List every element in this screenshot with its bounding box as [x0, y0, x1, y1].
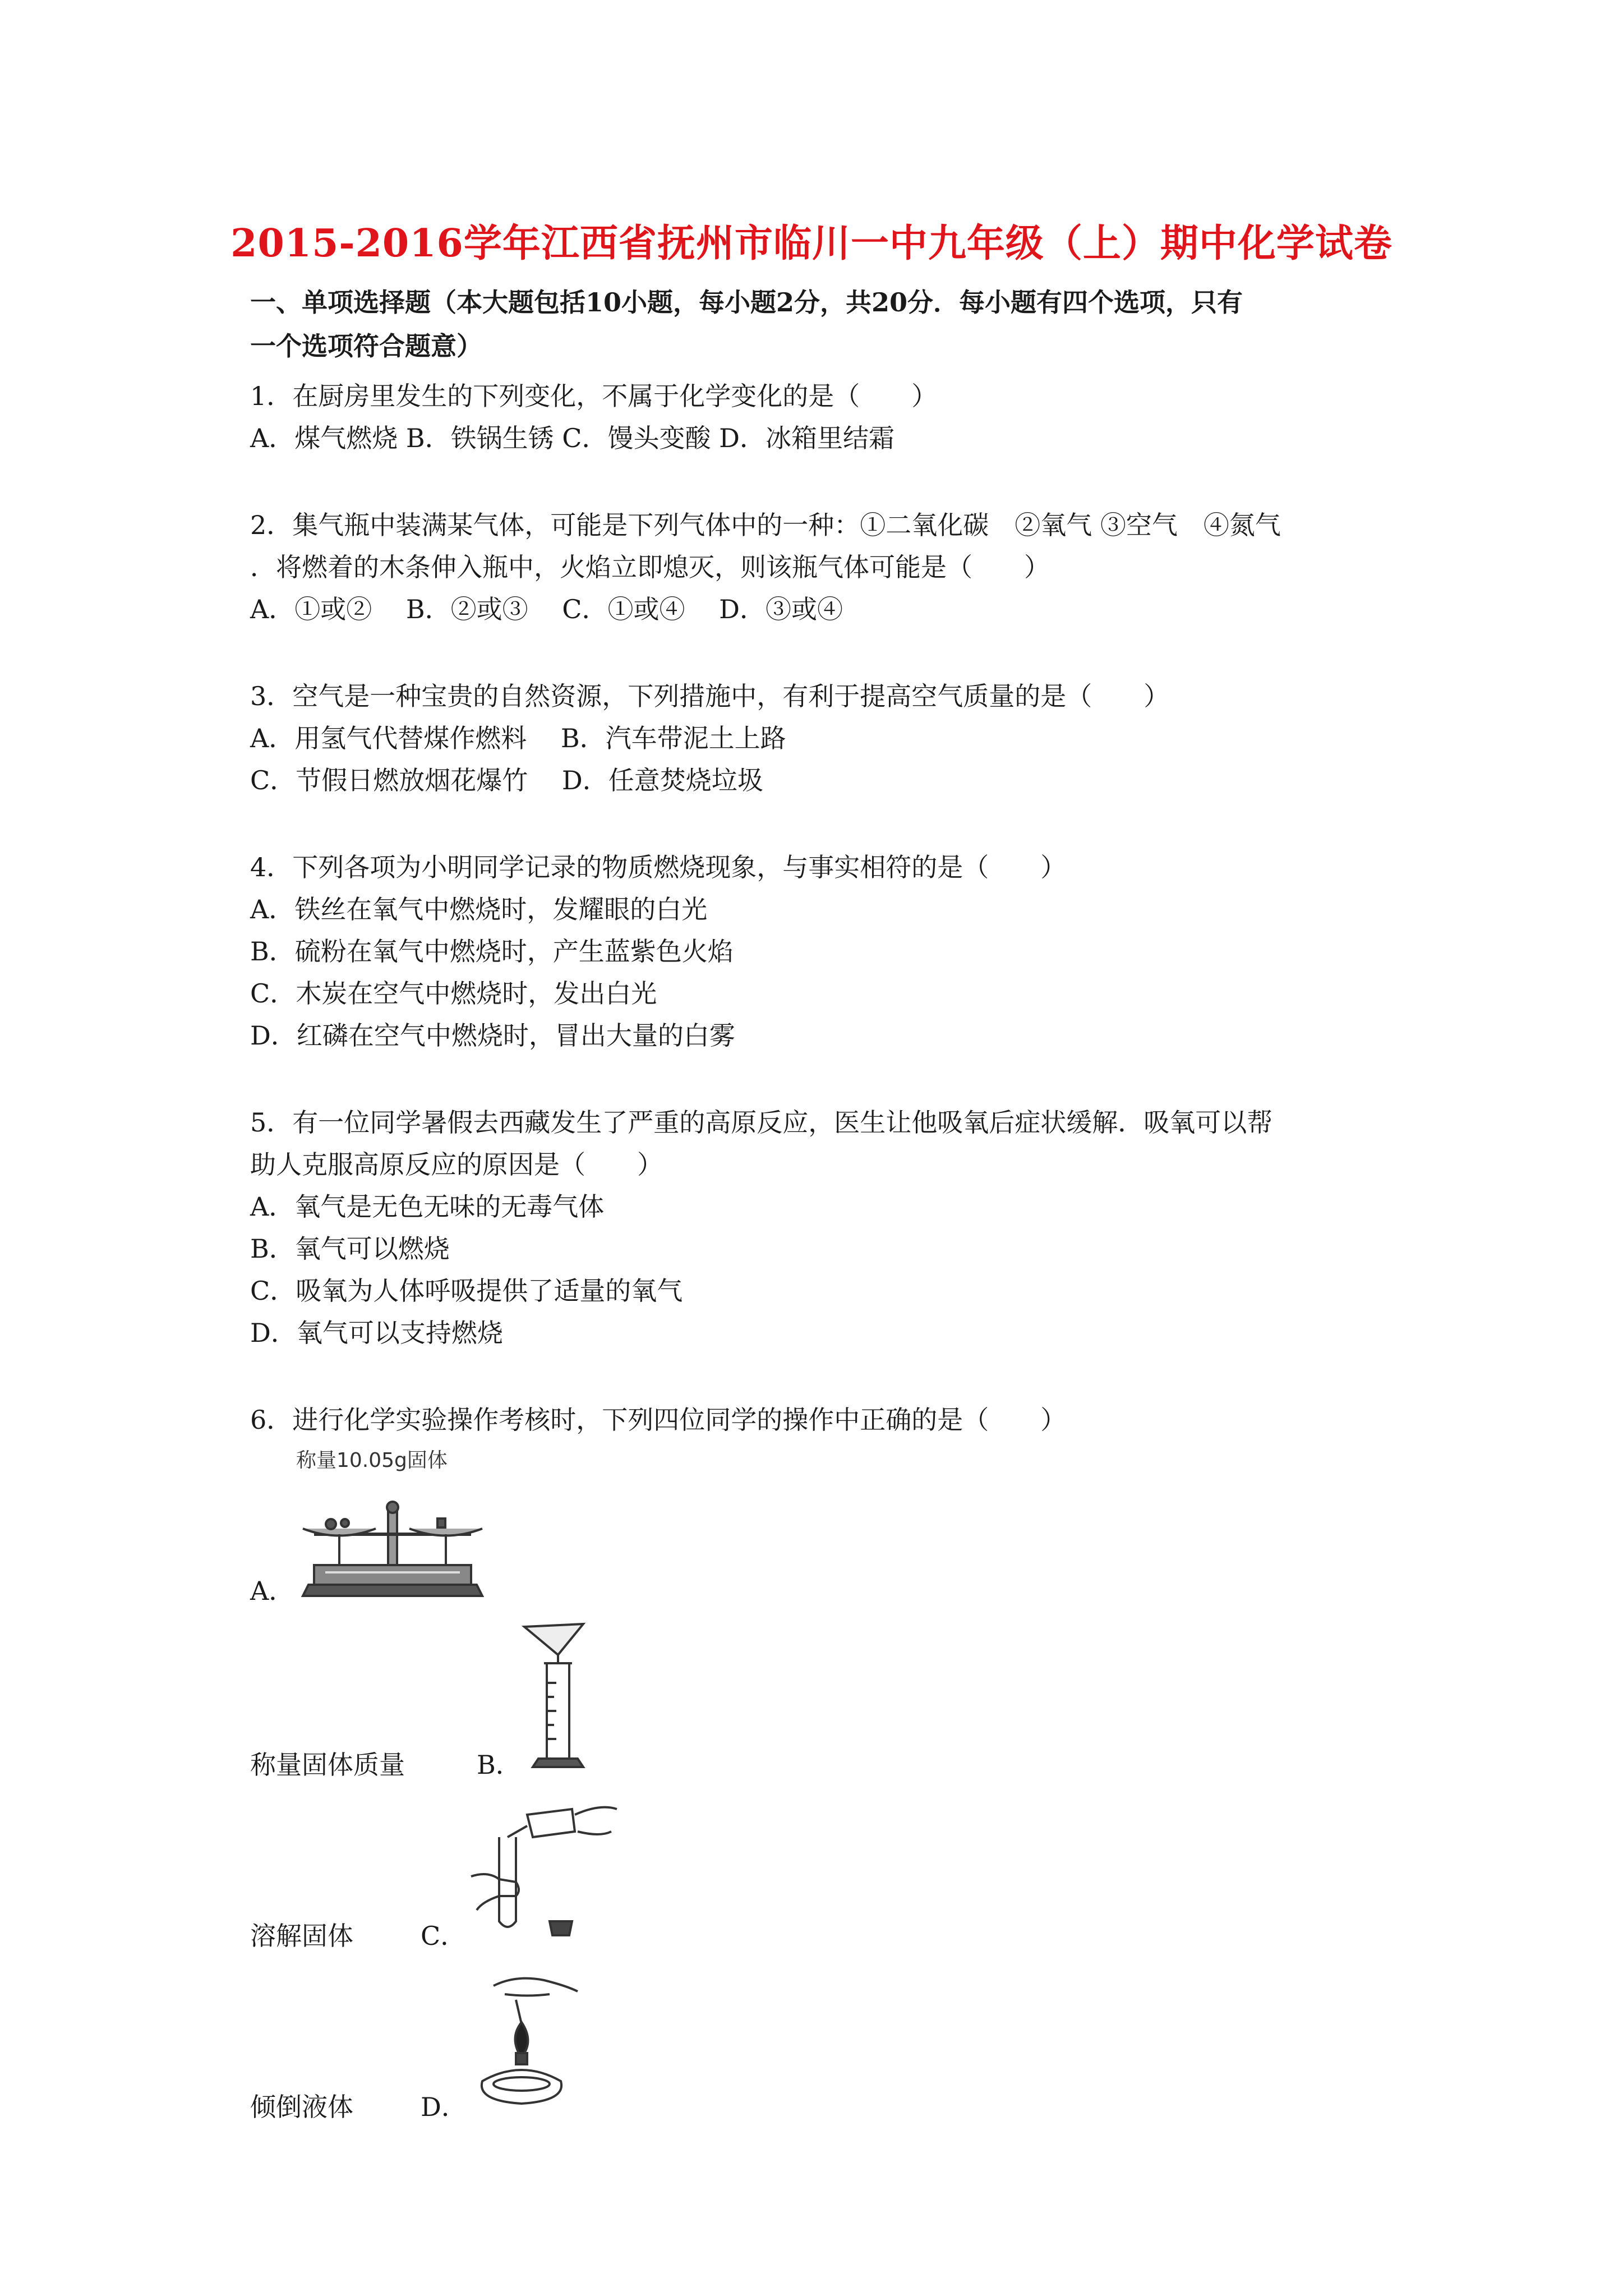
- q4-option-c: C．木炭在空气中燃烧时，发出白光: [250, 978, 657, 1009]
- q4-option-b: B．硫粉在氧气中燃烧时，产生蓝紫色火焰: [250, 936, 734, 967]
- q3-stem: 3．空气是一种宝贵的自然资源，下列措施中，有利于提高空气质量的是（ ）: [250, 681, 1170, 711]
- q2-options: A．①或② B．②或③ C．①或④ D．③或④: [250, 594, 843, 624]
- section-heading-line-2: 一个选项符合题意）: [250, 331, 482, 361]
- q3-options-line-1: A．用氢气代替煤作燃料 B．汽车带泥土上路: [250, 723, 786, 753]
- q5-option-b: B．氧气可以燃烧: [250, 1234, 450, 1264]
- cylinder-figure: [516, 1621, 600, 1773]
- q2-stem-line-1: 2．集气瓶中装满某气体，可能是下列气体中的一种：①二氧化碳 ②氧气 ③空气 ④氮气: [250, 510, 1281, 540]
- q6-stem: 6．进行化学实验操作考核时，下列四位同学的操作中正确的是（ ）: [250, 1405, 1067, 1435]
- alcohol-lamp-drawing: [460, 1969, 594, 2109]
- q5-stem-line-1: 5．有一位同学暑假去西藏发生了严重的高原反应，医生让他吸氧后症状缓解．吸氧可以帮: [250, 1107, 1273, 1138]
- cylinder-drawing: [516, 1621, 600, 1773]
- balance-caption: 称量10.05g固体: [296, 1449, 448, 1472]
- q6-option-b-description: 溶解固体: [250, 1921, 353, 1951]
- q6-option-c-letter: C．: [421, 1921, 467, 1951]
- q6-option-b-letter: B．: [477, 1750, 522, 1780]
- q4-option-a: A．铁丝在氧气中燃烧时，发耀眼的白光: [250, 894, 708, 924]
- q4-option-d: D．红磷在空气中燃烧时，冒出大量的白雾: [250, 1020, 735, 1051]
- balance-figure: [292, 1444, 494, 1607]
- section-heading: [250, 280, 1389, 368]
- q5-stem-line-2: 助人克服高原反应的原因是（ ）: [250, 1149, 663, 1180]
- q6-option-a-description: 称量固体质量: [250, 1750, 405, 1780]
- q5-option-d: D．氧气可以支持燃烧: [250, 1318, 503, 1348]
- q5-option-a: A．氧气是无色无味的无毒气体: [250, 1191, 605, 1222]
- test-tube-pouring-drawing: [465, 1792, 623, 1938]
- q4-stem: 4．下列各项为小明同学记录的物质燃烧现象，与事实相符的是（ ）: [250, 852, 1067, 882]
- test-tube-pouring-figure: [465, 1792, 623, 1938]
- q3-options-line-2: C．节假日燃放烟花爆竹 D．任意焚烧垃圾: [250, 765, 763, 795]
- q6-option-d-letter: D．: [421, 2092, 467, 2122]
- q6-option-c-description: 倾倒液体: [250, 2092, 353, 2122]
- q1-options: A．煤气燃烧 B．铁锅生锈 C．馒头变酸 D．冰箱里结霜: [250, 423, 895, 453]
- section-heading-line-1: 一、单项选择题（本大题包括10小题，每小题2分，共20分．每小题有四个选项，只有: [250, 287, 1243, 318]
- q5-option-c: C．吸氧为人体呼吸提供了适量的氧气: [250, 1276, 683, 1306]
- alcohol-lamp-figure: [460, 1969, 594, 2109]
- q1-stem: 1．在厨房里发生的下列变化，不属于化学变化的是（ ）: [250, 381, 938, 411]
- q6-option-a-letter: A．: [250, 1576, 295, 1606]
- balance-drawing: [292, 1444, 494, 1607]
- q2-stem-line-2: ．将燃着的木条伸入瓶中，火焰立即熄灭，则该瓶气体可能是（ ）: [250, 552, 1050, 582]
- exam-title: 2015-2016学年江西省抚州市临川一中九年级（上）期中化学试卷: [230, 221, 1393, 266]
